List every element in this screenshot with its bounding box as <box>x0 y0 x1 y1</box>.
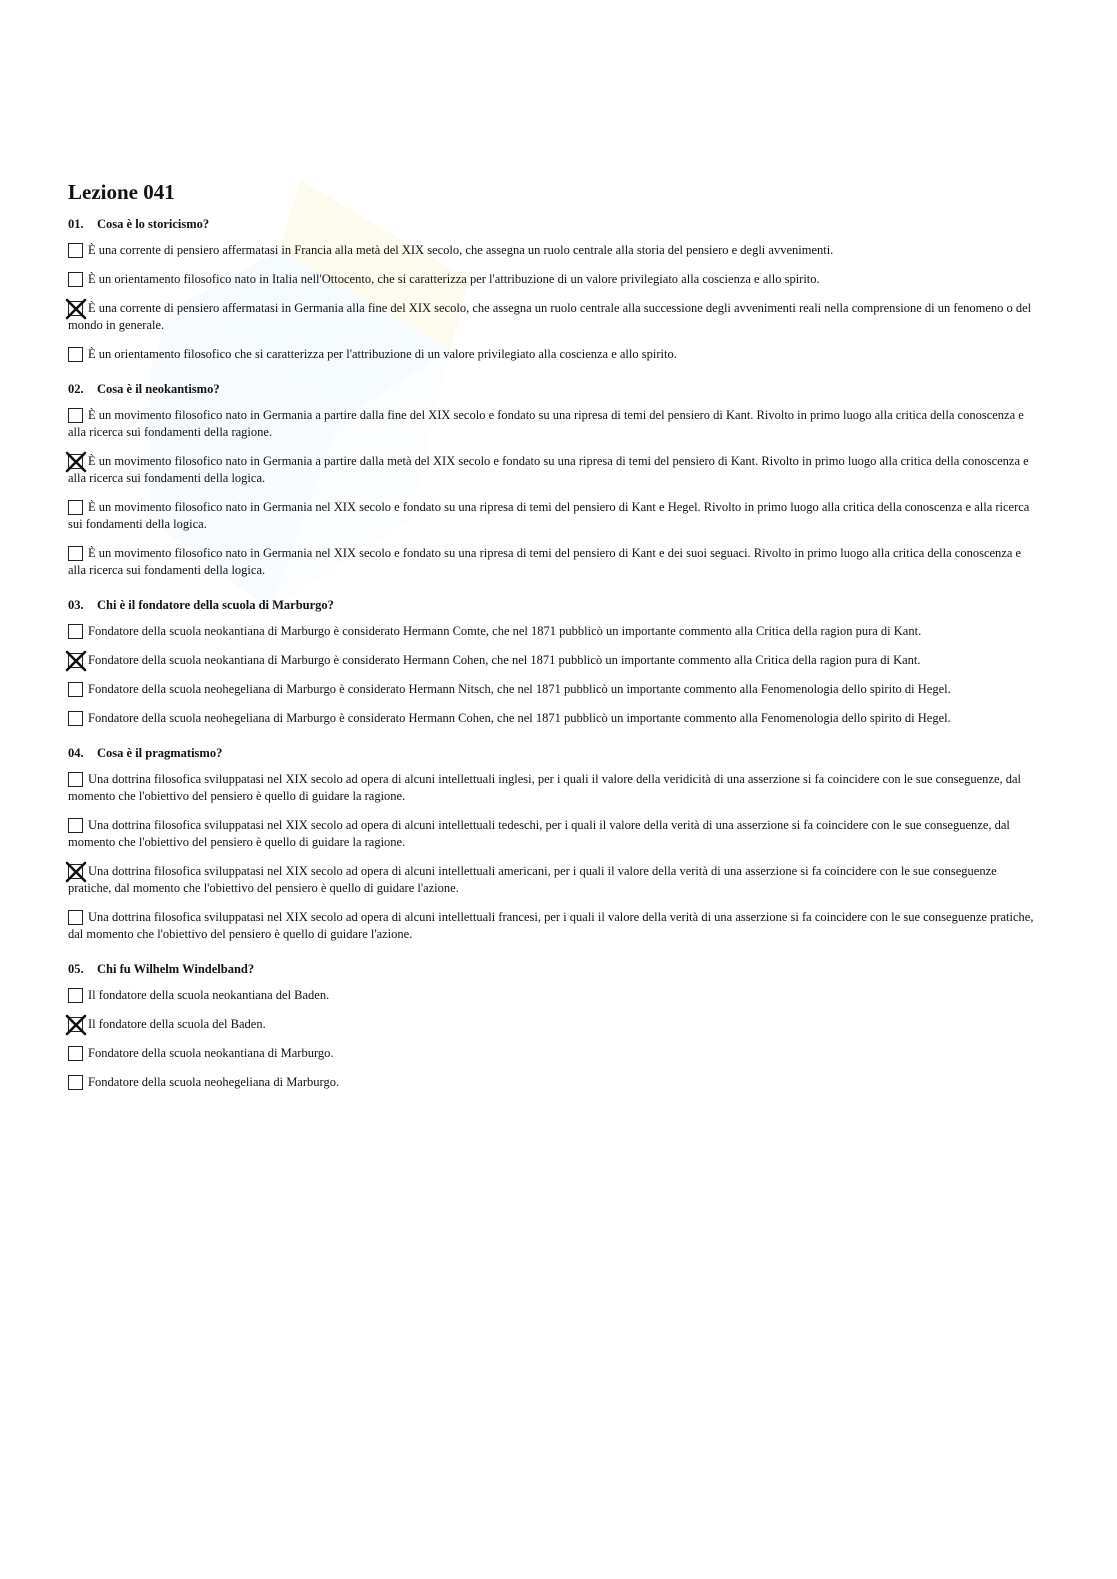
answer-option <box>68 1016 1038 1033</box>
option-text: Fondatore della scuola neohegeliana di Marburgo è considerato Hermann Cohen, che nel 1871 pubblicò un importante commento alla Fenomenologia dello spirito di Hegel. <box>88 711 951 725</box>
checkbox-checked[interactable] <box>68 864 83 879</box>
question-text: Cosa è lo storicismo? <box>97 217 210 231</box>
question-block <box>68 597 1038 727</box>
checkbox[interactable] <box>68 711 83 726</box>
cross-mark-icon <box>65 451 87 473</box>
answer-option <box>68 300 1038 334</box>
option-text: Fondatore della scuola neokantiana di Marburgo. <box>88 1046 334 1060</box>
checkbox[interactable] <box>68 408 83 423</box>
question-block <box>68 961 1038 1091</box>
checkbox[interactable] <box>68 818 83 833</box>
answer-option <box>68 652 1038 669</box>
checkbox-checked[interactable] <box>68 653 83 668</box>
question-heading <box>68 745 1038 761</box>
checkbox-checked[interactable] <box>68 1017 83 1032</box>
answer-option <box>68 771 1038 805</box>
option-text: Fondatore della scuola neokantiana di Marburgo è considerato Hermann Cohen, che nel 1871 pubblicò un importante commento alla Critica della ragion pura di Kant. <box>88 653 921 667</box>
quiz-page <box>68 178 1038 1109</box>
checkbox[interactable] <box>68 1075 83 1090</box>
cross-mark-icon <box>65 650 87 672</box>
question-block <box>68 745 1038 943</box>
checkbox[interactable] <box>68 272 83 287</box>
question-text: Cosa è il pragmatismo? <box>97 746 223 760</box>
option-text: Una dottrina filosofica sviluppatasi nel XIX secolo ad opera di alcuni intellettuali inglesi, per i quali il valore della veridicità di una asserzione si fa coincidere con le sue conseguenze, dal momento che l'obiettivo del pensiero è quello di guidare la ragione. <box>68 772 1022 803</box>
option-text: Fondatore della scuola neohegeliana di Marburgo. <box>88 1075 340 1089</box>
option-text: È un movimento filosofico nato in Germania nel XIX secolo e fondato su una ripresa di temi del pensiero di Kant e dei suoi seguaci. Rivolto in primo luogo alla critica della conoscenza e alla ricerca sui fondamenti della logica. <box>68 546 1022 577</box>
answer-option <box>68 681 1038 698</box>
answer-option <box>68 1045 1038 1062</box>
question-block <box>68 216 1038 363</box>
question-heading <box>68 961 1038 977</box>
answer-option <box>68 710 1038 727</box>
answer-option <box>68 346 1038 363</box>
question-number: 03. <box>68 598 84 612</box>
checkbox[interactable] <box>68 988 83 1003</box>
option-text: È una corrente di pensiero affermatasi in Germania alla fine del XIX secolo, che assegna un ruolo centrale alla successione degli avvenimenti reali nella comprensione di un fenomeno o del mondo in generale. <box>68 301 1032 332</box>
checkbox[interactable] <box>68 772 83 787</box>
answer-option <box>68 407 1038 441</box>
option-text: È una corrente di pensiero affermatasi in Francia alla metà del XIX secolo, che assegna un ruolo centrale alla storia del pensiero e degli avvenimenti. <box>88 243 834 257</box>
option-text: Fondatore della scuola neohegeliana di Marburgo è considerato Hermann Nitsch, che nel 1871 pubblicò un importante commento alla Fenomenologia dello spirito di Hegel. <box>88 682 951 696</box>
option-text: Il fondatore della scuola neokantiana del Baden. <box>88 988 330 1002</box>
option-text: Il fondatore della scuola del Baden. <box>88 1017 266 1031</box>
cross-mark-icon <box>65 1014 87 1036</box>
answer-option <box>68 863 1038 897</box>
answer-option <box>68 242 1038 259</box>
option-text: Una dottrina filosofica sviluppatasi nel XIX secolo ad opera di alcuni intellettuali francesi, per i quali il valore della verità di una asserzione si fa coincidere con le sue conseguenze pratiche, dal momento che l'obiettivo del pensiero è quello di guidare l'azione. <box>68 910 1034 941</box>
question-number: 05. <box>68 962 84 976</box>
checkbox[interactable] <box>68 1046 83 1061</box>
answer-option <box>68 987 1038 1004</box>
option-text: Una dottrina filosofica sviluppatasi nel XIX secolo ad opera di alcuni intellettuali tedeschi, per i quali il valore della verità di una asserzione si fa coincidere con le sue conseguenze, dal momento che l'obiettivo del pensiero è quello di guidare la ragione. <box>68 818 1010 849</box>
checkbox[interactable] <box>68 910 83 925</box>
cross-mark-icon <box>65 861 87 883</box>
answer-option <box>68 909 1038 943</box>
checkbox-checked[interactable] <box>68 454 83 469</box>
checkbox[interactable] <box>68 682 83 697</box>
checkbox[interactable] <box>68 546 83 561</box>
checkbox[interactable] <box>68 624 83 639</box>
answer-option <box>68 499 1038 533</box>
answer-option <box>68 817 1038 851</box>
cross-mark-icon <box>65 298 87 320</box>
option-text: Fondatore della scuola neokantiana di Marburgo è considerato Hermann Comte, che nel 1871 pubblicò un importante commento alla Critica della ragion pura di Kant. <box>88 624 922 638</box>
option-text: È un movimento filosofico nato in Germania a partire dalla fine del XIX secolo e fondato su una ripresa di temi del pensiero di Kant. Rivolto in primo luogo alla critica della conoscenza e alla ricerca sui fondamenti della ragione. <box>68 408 1024 439</box>
answer-option <box>68 545 1038 579</box>
question-text: Cosa è il neokantismo? <box>97 382 220 396</box>
answer-option <box>68 453 1038 487</box>
answer-option <box>68 1074 1038 1091</box>
question-number: 02. <box>68 382 84 396</box>
answer-option <box>68 623 1038 640</box>
option-text: È un movimento filosofico nato in Germania a partire dalla metà del XIX secolo e fondato su una ripresa di temi del pensiero di Kant. Rivolto in primo luogo alla critica della conoscenza e alla ricerca sui fondamenti della logica. <box>68 454 1029 485</box>
question-text: Chi fu Wilhelm Windelband? <box>97 962 255 976</box>
question-block <box>68 381 1038 579</box>
question-heading <box>68 597 1038 613</box>
page-title: Lezione 041 <box>68 180 175 204</box>
questions-list <box>68 216 1038 1091</box>
answer-option <box>68 271 1038 288</box>
question-text: Chi è il fondatore della scuola di Marburgo? <box>97 598 334 612</box>
checkbox-checked[interactable] <box>68 301 83 316</box>
option-text: È un orientamento filosofico che si caratterizza per l'attribuzione di un valore privilegiato alla coscienza e allo spirito. <box>88 347 677 361</box>
option-text: È un movimento filosofico nato in Germania nel XIX secolo e fondato su una ripresa di temi del pensiero di Kant e Hegel. Rivolto in primo luogo alla critica della conoscenza e alla ricerca sui fondamenti della logica. <box>68 500 1030 531</box>
question-number: 01. <box>68 217 84 231</box>
question-number: 04. <box>68 746 84 760</box>
checkbox[interactable] <box>68 347 83 362</box>
checkbox[interactable] <box>68 243 83 258</box>
option-text: È un orientamento filosofico nato in Italia nell'Ottocento, che si caratterizza per l'attribuzione di un valore privilegiato alla coscienza e allo spirito. <box>88 272 820 286</box>
checkbox[interactable] <box>68 500 83 515</box>
question-heading <box>68 381 1038 397</box>
question-heading <box>68 216 1038 232</box>
option-text: Una dottrina filosofica sviluppatasi nel XIX secolo ad opera di alcuni intellettuali americani, per i quali il valore della verità di una asserzione si fa coincidere con le sue conseguenze pratiche, dal momento che l'obiettivo del pensiero è quello di guidare l'azione. <box>68 864 997 895</box>
